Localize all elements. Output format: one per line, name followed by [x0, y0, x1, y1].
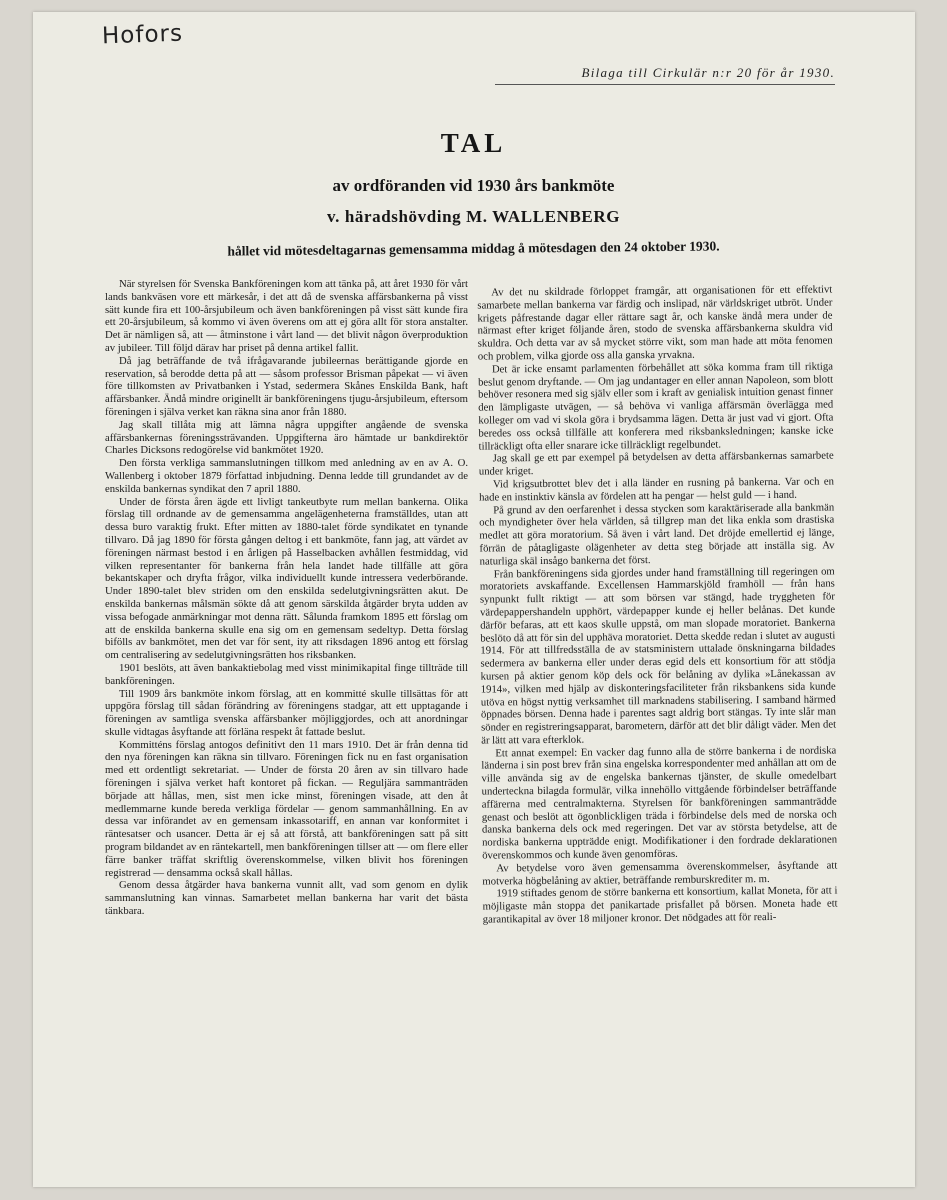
paragraph: Det är icke ensamt parlamenten förbehållet att söka komma fram till riktiga beslut genom dryftande. — Om jag undantager en eller annan Napoleon, som blott behöver resonera med sig själv eller som i kraft av genialisk intuition genast finner den lämpligaste utvägen, — så behöva vi vanliga affärsmän överlägga med kolleger om vad vi skola göra i brydsamma lägen. Detta är just vad vi gjort. Ofta beredes oss också tillfälle att konferera med riksbanksledningen; kanske icke tillräckligt ofta eller snarare icke tillräckligt regelbundet. [477, 360, 834, 453]
paragraph: Jag skall ge ett par exempel på betydelsen av detta affärsbankernas samarbete under kriget. [478, 449, 834, 478]
paragraph: Från bankföreningens sida gjordes under hand framställning till regeringen om moratoriets avskaffande. Excellensen Hammarskjöld framhöll — från hans synpunkt fullt riktigt — att som börsen var stängd, hade tryggheten för värdepappershandeln upphört, värdepapper kunde ej heller belånas. Det kunde därför befaras, att ett kaos skulle uppstå, om man slopade moratoriet. Bankerna beslöto då att för sin del upphäva moratoriet. Detta skedde redan i slutet av augusti 1914. För att tillfredsställa de av statsministern uttalade önskningarna bildades sedermera av bankerna eller under deras egid dels ett konsortium för att stödja kursen på aktier genom köp dels ock för belåning av dylika »Lånekassan av 1914», vilken med hjälp av diskonteringsfaciliteter från riksbankens sida kunde utöva en högst nyttig verksamhet till marknadens stabilisering. I samband härmed öppnades börsen. Denna hade i parentes sagt aldrig bort stängas. Ty inte slår man sönder en registreringsapparat, barometern, därför att det blir dåligt väder. Men det är lätt att vara efterklok. [479, 564, 837, 747]
text-column-left [105, 278, 468, 918]
paragraph: Av betydelse voro även gemensamma överenskommelser, åsyftande att motverka högbelåning av aktier, beträffande remburskrediter m. m. [482, 859, 838, 888]
paragraph: Genom dessa åtgärder hava bankerna vunnit allt, vad som genom en dylik sammanslutning kan vinnas. Samarbetet mellan bankerna har varit det bästa tänkbara. [105, 879, 468, 918]
subtitle-occasion: hållet vid mötesdeltagarnas gemensamma middag å mötesdagen den 24 oktober 1930. [227, 238, 720, 259]
paragraph: Till 1909 års bankmöte inkom förslag, att en kommitté skulle tillsättas för att uppgöra förslag till sådan förändring av föreningens stadgar, att ett upptagande i föreningen av samtliga svenska affärsbanker möjliggjordes, och att anordningar skulle vidtagas åsyftande att förläna respekt åt fattade beslut. [105, 687, 468, 738]
paragraph: När styrelsen för Svenska Bankföreningen kom att tänka på, att året 1930 för vårt lands bankväsen vore ett märkesår, i det att då de svenska affärsbankerna på visst sätt kunde fira ett 100-årsjubileum och även bankföreningen på visst sätt kunde fira ett 20-årsjubileum, så kommo vi även överens om att ej göra allt för stora anstalter. Det är nämligen så, att — åtminstone i vårt land — det blivit någon överproduktion av jubileer. Till följd därav har priset på denna artikel fallit. [105, 278, 468, 354]
subtitle-speaker-name: v. häradshövding M. WALLENBERG [326, 207, 621, 226]
subtitle-speaker-role: av ordföranden vid 1930 års bankmöte [332, 176, 615, 195]
supplement-header: Bilaga till Cirkulär n:r 20 för år 1930. [495, 65, 835, 85]
paragraph: Den första verkliga sammanslutningen tillkom med anledning av en av A. O. Wallenberg i oktober 1879 författad inbjudning. Denna ledde till grundandet av de enskilda bankernas syndikat den 7 april 1880. [105, 457, 468, 495]
paragraph: På grund av den oerfarenhet i dessa stycken som karaktäriserade alla bankmän och myndigheter över hela världen, så tillgrep man det lika enkla som drastiska medlet att göra moratorium. Så även i vårt land. Det dröjde emellertid ej länge, förrän de påtagligaste olägenheter av detta steg började att inställa sig. Av naturliga skäl insågo bankerna det först. [479, 501, 835, 568]
document-title: TAL [440, 128, 507, 158]
paragraph: Ett annat exempel: En vacker dag funno alla de större bankerna i de nordiska länderna i sin post brev från sina engelska korrespondenter med anhållan att om de ville använda sig av de engelska bankernas tjänster, de skulle omedelbart underteckna bilagda formulär, vilka innehöllo vittgående förbindelser beträffande affärerna med centralmakterna. Styrelsen för bankföreningen sammanträdde genast och beslöt att ögonblickligen träda i förbindelse dels med de norska och danska bankerna dels ock med regeringen. Det var av största betydelse, att de nordiska bankerna uppträdde enigt. Modifikationer i den fordrade deklarationen överenskommos och kunde även genomföras. [481, 744, 838, 862]
paragraph: Jag skall tillåta mig att lämna några uppgifter angående de svenska affärsbankernas föreningssträvanden. Uppgifterna äro hämtade ur bankdirektör Charles Dicksons redogörelse vid bankmötet 1920. [105, 418, 468, 457]
paragraph: 1919 stiftades genom de större bankerna ett konsortium, kallat Moneta, för att i möjligaste mån stoppa det panikartade prisfallet på börsen. Moneta hade ett garantikapital av över 18 miljoner kronor. Det nödgades att för reali- [482, 884, 838, 926]
paragraph: Under de första åren ägde ett livligt tankeutbyte rum mellan bankerna. Olika förslag till ordnande av de gemensamma angelägenheterna framställdes, utan att dessa buro varaktig frukt. Efter mitten av 1880-talet förde syndikatet en tynande tillvaro. Då jag 1890 för första gången deltog i ett bankmöte, fann jag, att värdet av föreningen närmast bestod i en årligen på Hasselbacken avhållen festmiddag, vid vilken representanter för bankerna från hela landet hade tillfälle att göra bekantskaper och dryfta frågor, vilka individuellt kunde intressera vederbörande. Under 1890-talet blev striden om den enskilda sedelutgivningsrätten akut. De enskilda bankernas målsmän sökte då att genom särskilda åtgärder bryta udden av vissa befogade anmärkningar mot denna rätt. Sålunda framkom 1895 ett förslag om att de enskilda bankerna skulle ena sig om en gemensam sedeltyp. Detta förslag bifölls av bankmötet, men det var för sent, ity att riksdagen 1896 antog ett förslag om centralisering av sedelutgivningsrätten hos riksbanken. [105, 495, 468, 662]
paragraph: Kommitténs förslag antogos definitivt den 11 mars 1910. Det är från denna tid den nya föreningen kan räkna sin tillvaro. Föreningen fick nu en fast organisation med ett ordentligt sekretariat. — Under de första 20 åren av sin tillvaro hade föreningen i själva verket haft kontoret på fickan. — Reguljära sammanträden började att hållas, men, sist men icke minst, föreningen visade, att den åt medlemmarne kunde bereda verkliga fördelar — genom sammanhållning. En av dessa var införandet av en gemensam inkassotariff, en annan var konformitet i räntesatser och usancer. Detta är ej så att förstå, att bankföreningen satt på sitt program bildandet av en räntekartell, men bankföreningen tillser att — om flere eller färre banker träffat skriftlig överenskommelse, vilken blivit hos föreningen registrerad — densamma också skall hållas. [105, 738, 468, 879]
paragraph: Då jag beträffande de två ifrågavarande jubileernas berättigande gjorde en reservation, så berodde detta på att — såsom professor Brisman påpekat — vi även före tillkomsten av Privatbanken i Ystad, sedermera Skånes Enskilda Bank, haft affärsbanker. Ändå mindre originellt är bankföreningens tjugu-årsjubileum, eftersom föreningen i själva verket kan räkna sina anor från 1880. [105, 354, 468, 418]
paragraph: 1901 beslöts, att även bankaktiebolag med visst minimikapital finge tillträde till bankföreningen. [105, 661, 468, 687]
paragraph: Av det nu skildrade förloppet framgår, att organisationen för ett effektivt samarbete mellan bankerna var färdig och inslipad, när världskriget utbröt. Under krigets påfrestande dagar eller rättare sagt år, och kanske ändå mera under de närmast efter kriget följande åren, stodo de svenska affärsbankerna skuldra vid skuldra. Och detta var av så mycket större vikt, som man hade att möta fenomen och problem, vilka gjorde oss alla ganska yrvakna. [477, 283, 833, 363]
handwritten-note: Hofors [101, 20, 184, 50]
text-column-right [477, 283, 838, 926]
paragraph: Vid krigsutbrottet blev det i alla länder en rusning på bankerna. Var och en hade en instinktiv känsla av fördelen att ha pengar — helst guld — i hand. [479, 475, 834, 504]
